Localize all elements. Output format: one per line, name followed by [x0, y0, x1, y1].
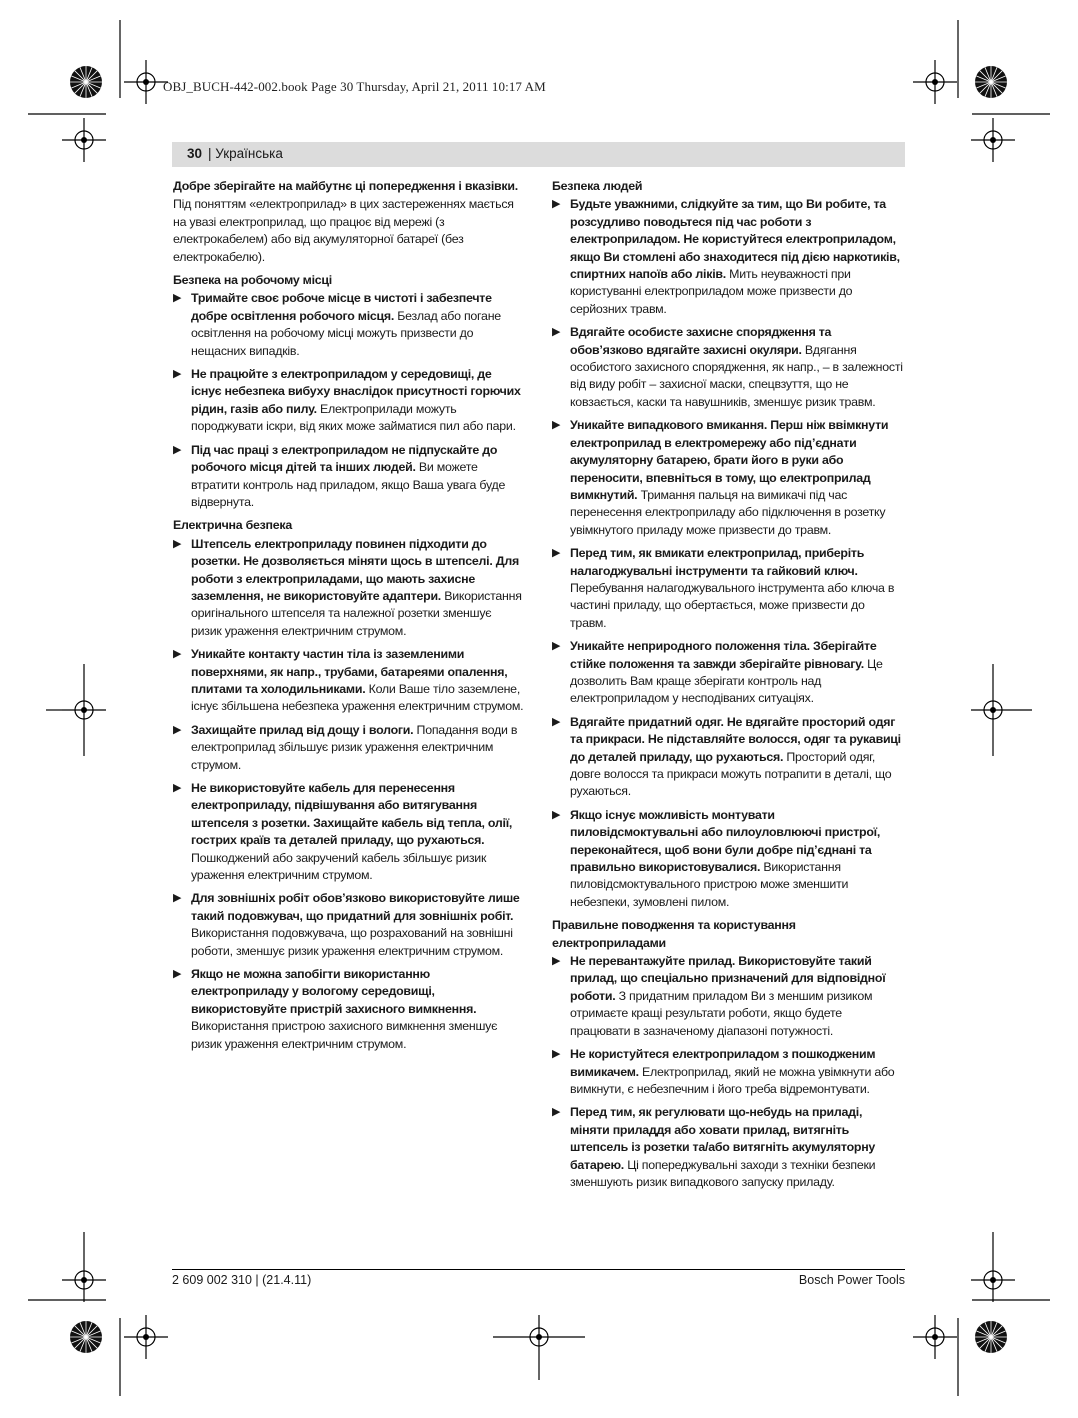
- list-item: ▶ Не використовуйте кабель для перенесення електроприладу, підвішування або витягування штепселя з розетки. Захищайте кабель від тепла, олії, гострих країв та деталей приладу, що рухаються. Пошкоджений або закручений кабель збільшує ризик ураження електричним струмом.: [173, 781, 513, 883]
- bullet-arrow-icon: ▶: [173, 443, 182, 456]
- bottom-right-marks: [913, 1232, 1050, 1396]
- bullet-arrow-icon: ▶: [552, 640, 561, 653]
- bottom-center-marks: [493, 1315, 585, 1380]
- list-item: ▶ Не перевантажуйте прилад. Використовуйте такий прилад, що спеціально призначений для відповідної роботи. З придатним приладом Ви з меншим ризиком отримаєте кращі результати роботи, якщо будете працювати в зазначеному діапазоні потужності.: [552, 954, 886, 1038]
- page-number: 30: [187, 146, 203, 161]
- bullet-arrow-icon: ▶: [173, 292, 182, 305]
- bullet-arrow-icon: ▶: [552, 326, 561, 339]
- bullet-arrow-icon: ▶: [173, 537, 182, 550]
- footer-doc-number: 2 609 002 310 | (21.4.11): [172, 1273, 312, 1287]
- list-item: ▶ Уникайте контакту частин тіла із заземленими поверхнями, як напр., трубами, батареями опалення, плитами та холодильниками. Коли Ваше тіло заземлене, існує збільшена небезпека ураження електричним струмом.: [173, 647, 524, 714]
- list-item: ▶ Перед тим, як регулювати що-небудь на приладі, міняти приладдя або ховати прилад, витягніть штепсель із розетки та/або витягніть акумуляторну батарею. Ці попереджувальні заходи з техніки безпеки зменшують ризик випадкового запуску приладу.: [552, 1105, 876, 1189]
- bullet-arrow-icon: ▶: [552, 955, 561, 968]
- list-item: ▶ Перед тим, як вмикати електроприлад, приберіть налагоджувальні інструменти та гайковий ключ. Перебування налагоджувального інструмента або ключа в частині приладу, що обертається, може призвести до травм.: [552, 546, 895, 630]
- intro-text: Під поняттям «електроприлад» в цих застереженнях мається на увазі електроприлад, що працює від мережі (з електрокабелем) або від акумуляторної батареї (без електрокабелю).: [173, 197, 514, 264]
- top-left-marks: [28, 20, 168, 162]
- bullet-arrow-icon: ▶: [552, 1106, 561, 1119]
- bullet-arrow-icon: ▶: [173, 723, 182, 736]
- list-item: ▶ Уникайте неприродного положення тіла. Зберігайте стійке положення та завжди зберігайте рівновагу. Це дозволить Вам краще зберігати контроль над електроприладом у несподіваних ситуаціях.: [552, 639, 883, 706]
- bullet-arrow-icon: ▶: [552, 808, 561, 821]
- personal-safety-heading: Безпека людей: [552, 179, 643, 193]
- electrical-heading: Електрична безпека: [173, 518, 293, 533]
- list-item: ▶ Під час праці з електроприладом не підпускайте до робочого місця дітей та інших людей. Ви можете втратити контроль над приладом, якщо Ваша увага буде відвернута.: [173, 442, 506, 509]
- work-area-heading: Безпека на робочому місці: [173, 273, 332, 288]
- bullet-arrow-icon: ▶: [552, 547, 561, 560]
- bullet-arrow-icon: ▶: [173, 782, 182, 794]
- list-item: ▶ Для зовнішніх робіт обов’язково використовуйте лише такий подовжувач, що придатний для зовнішніх робіт. Використання подовжувача, що розрахований на зовнішні роботи, зменшує ризик ураження електричним струмом.: [173, 891, 520, 958]
- bullet-arrow-icon: ▶: [552, 715, 561, 728]
- list-item: ▶ Захищайте прилад від дощу і вологи. Попадання води в електроприлад збільшує ризик ураження електричним струмом.: [173, 722, 518, 772]
- list-item: ▶ Будьте уважними, слідкуйте за тим, що Ви робите, та розсудливо поводьтеся під час роботи з електроприладом. Не користуйтеся електроприладом, якщо Ви стомлені або знаходитеся під дією наркотиків, спиртних напоїв або ліків. Мить неуважності при користуванні електроприладом може призвести до серйозних травм.: [552, 197, 900, 316]
- list-item: ▶ Не працюйте з електроприладом у середовищі, де існує небезпека вибуху внаслідок присутності горючих рідин, газів або пилу. Електроприлади можуть породжувати іскри, від яких може займатися пил або пари.: [173, 367, 521, 434]
- list-item: ▶ Якщо не можна запобігти використанню електроприладу у вологому середовищі, використовуйте пристрій захисного вимкнення. Використання пристрою захисного вимкнення зменшує ризик ураження електричним струмом.: [173, 967, 498, 1051]
- list-item: ▶ Тримайте своє робоче місце в чистоті і забезпечте добре освітлення робочого місця. Безлад або погане освітлення на робочому місці можуть призвести до нещасних випадків.: [173, 291, 501, 358]
- left-middle-marks: [46, 664, 106, 756]
- intro-heading: Добре зберігайте на майбутнє ці попередження і вказівки.: [173, 179, 518, 193]
- bullet-arrow-icon: ▶: [552, 419, 561, 432]
- right-middle-marks: [971, 664, 1032, 756]
- list-item: ▶ Штепсель електроприладу повинен підходити до розетки. Не дозволяється міняти щось в штепселі. Для роботи з електроприладами, що мають захисне заземлення, не використовуйте адаптери. Використання оригінального штепселя та належної розетки зменшує ризик ураження електричним струмом.: [173, 536, 522, 638]
- left-column: [173, 178, 525, 1059]
- bullet-arrow-icon: ▶: [173, 968, 182, 981]
- bullet-arrow-icon: ▶: [173, 368, 182, 381]
- top-right-marks: [913, 20, 1050, 162]
- bullet-arrow-icon: ▶: [173, 648, 182, 661]
- bullet-arrow-icon: ▶: [552, 198, 561, 211]
- footer-rule: [172, 1269, 905, 1270]
- list-item: ▶ Якщо існує можливість монтувати пиловідсмоктувальні або пилоуловлюючі пристрої, переконайтеся, щоб вони були добре під’єднані та правильно використовувалися. Використання пиловідсмоктувального пристрою може зменшити небезпеки, зумовлені пилом.: [552, 807, 881, 909]
- list-item: ▶ Не користуйтеся електроприладом з пошкодженим вимикачем. Електроприлад, який не можна увімкнути або вимкнути, є небезпечним і його треба відремонтувати.: [552, 1047, 895, 1096]
- bullet-arrow-icon: ▶: [552, 1048, 561, 1061]
- bullet-arrow-icon: ▶: [173, 892, 182, 905]
- section-header-bar: [172, 142, 905, 167]
- list-item: ▶ Вдягайте особисте захисне спорядження та обов’язково вдягайте захисні окуляри. Вдягання особистого захисного спорядження, як напр., – в залежності від виду робіт – захисної маски, спецвзуття, що не ковзається, каски та навушників, зменшує ризик травм.: [552, 325, 903, 409]
- print-header: OBJ_BUCH-442-002.book Page 30 Thursday, April 21, 2011 10:17 AM: [163, 79, 546, 94]
- bottom-left-marks: [28, 1232, 168, 1396]
- right-column: [552, 178, 904, 1197]
- footer-brand: Bosch Power Tools: [798, 1273, 905, 1287]
- list-item: ▶ Уникайте випадкового вмикання. Перш ніж ввімкнути електроприлад в електромережу або під’єднати акумуляторну батарею, брати його в руки або переносити, впевніться в тому, що електроприлад вимкнутий. Тримання пальця на вимикачі під час перенесення електроприладу або підключення в розетку увімкнутого приладу може призвести до травм.: [552, 418, 889, 537]
- handling-heading: Правильне поводження та користування електроприладами: [552, 918, 796, 950]
- list-item: ▶ Вдягайте придатний одяг. Не вдягайте просторий одяг та прикраси. Не підставляйте волосся, одяг та рукавиці до деталей приладу, що рухаються. Просторий одяг, довге волосся та прикраси можуть потрапити в деталі, що рухаються.: [552, 714, 901, 799]
- section-language: | Українська: [208, 146, 283, 161]
